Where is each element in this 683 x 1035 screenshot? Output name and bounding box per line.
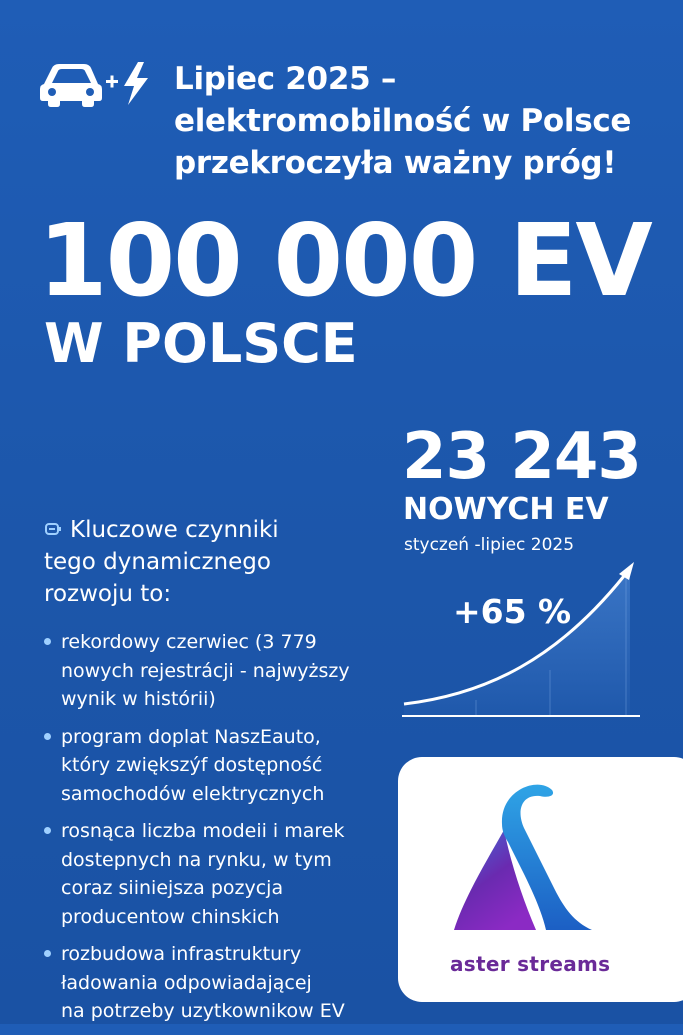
factor-item <box>44 628 384 714</box>
factor-line: dostepnych na rynku, w tym <box>61 848 332 871</box>
aster-streams-logo <box>442 770 602 946</box>
factors-heading-line: tego dynamicznego <box>44 549 271 575</box>
ev-total-subtitle: W POLSCE <box>44 312 358 375</box>
brand-name: aster streams <box>450 952 611 976</box>
new-ev-label: NOWYCH EV <box>403 492 609 527</box>
ev-total-number: 100 000 EV <box>38 202 651 319</box>
factor-line: który zwiększýf dostępność <box>61 754 323 776</box>
factor-item <box>44 817 384 931</box>
new-ev-count: 23 243 <box>402 420 641 494</box>
factors-list <box>44 628 384 1035</box>
factor-line: rekordowy czerwiec (3 779 <box>61 631 317 653</box>
factor-item <box>44 940 384 1026</box>
plug-icon <box>44 520 62 538</box>
headline-title <box>174 58 664 184</box>
factor-line: program doplat NaszEauto, <box>61 725 321 748</box>
factors-heading <box>44 514 334 610</box>
bullet-icon <box>44 827 51 834</box>
bullet-icon <box>44 638 51 645</box>
factor-line: ładowania odpowiadającej <box>61 971 312 994</box>
headline-title-line: przekroczyła ważny próg! <box>174 145 617 181</box>
factor-line: nowych rejestrácji - najwyższy <box>61 659 350 682</box>
factor-item <box>44 723 384 809</box>
bullet-icon <box>44 950 51 957</box>
factor-line: na potrzeby uzytkownikow EV <box>61 1000 345 1022</box>
headline-title-line: Lipiec 2025 – <box>174 61 397 97</box>
factor-line: producentow chinskich <box>61 905 280 928</box>
factors-heading-line: rozwoju to: <box>44 581 172 607</box>
factor-line: rozbudowa infrastruktury <box>61 943 302 965</box>
factor-line: wynik w histórii) <box>61 688 216 710</box>
car-plus-lightning-icon <box>38 58 156 108</box>
growth-curve-graphic <box>398 558 648 724</box>
factor-line: rosnąca liczba modeii i marek <box>61 820 345 842</box>
factor-line: samochodów elektrycznych <box>61 782 325 805</box>
new-ev-period: styczeń -lipiec 2025 <box>404 535 575 555</box>
factor-line: coraz siiniejsza pozycja <box>61 877 284 899</box>
growth-percent: +65 % <box>453 592 572 631</box>
factors-heading-line: Kluczowe czynniki <box>70 517 279 543</box>
bullet-icon <box>44 733 51 740</box>
headline-title-line: elektromobilność w Polsce <box>174 103 632 139</box>
